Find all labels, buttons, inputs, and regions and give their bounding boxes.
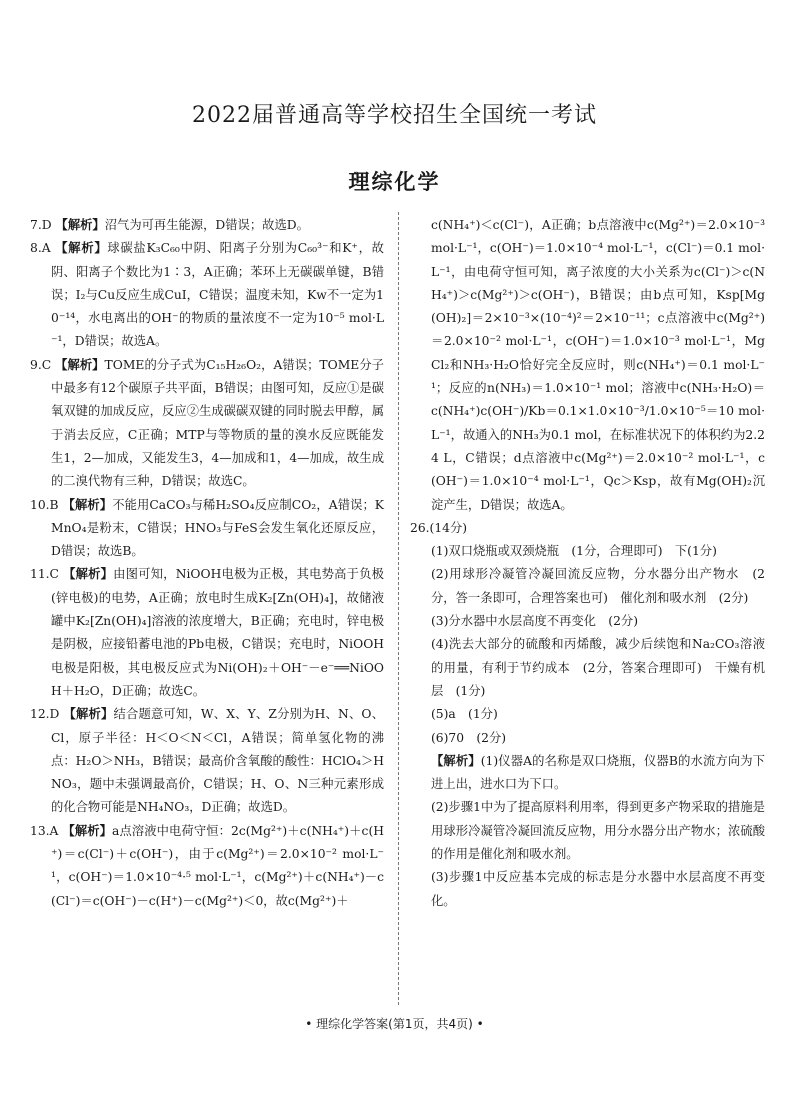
- answer-item: 9.C 【解析】TOME的分子式为C₁₅H₂₆O₂，A错误；TOME分子中最多有12个碳原子共平面，B错误；由图可知，反应①是碳氧双键的加成反应，反应②生成碳碳双键的同时脱去甲醇，属于消去反应，C正确；MTP与等物质的量的溴水反应既能发生1，2—加成，又能发生3，4—加成和1，4—加成，故生成的二溴代物有三种，D错误；故选C。: [30, 357, 384, 489]
- column-divider: [398, 212, 399, 1005]
- q26-answer: (5)a (1分): [431, 707, 498, 722]
- answer-item: 8.A 【解析】球碳盐K₃C₆₀中阴、阳离子分别为C₆₀³⁻和K⁺，故阴、阳离子个数比为1∶3，A正确；苯环上无碳碳单键，B错误；I₂与Cu反应生成CuI，C错误；温度未知，Kw不一定为10⁻¹⁴，水电离出的OH⁻的物质的量浓度不一定为10⁻⁵ mol·L⁻¹，D错误；故选A。: [30, 241, 384, 349]
- q26-answer: (1)双口烧瓶或双颈烧瓶 (1分，合理即可) 下(1分): [431, 544, 717, 559]
- q26-analysis: (2)步骤1中为了提高原料利用率，得到更多产物采取的措施是用球形冷凝管冷凝回流反应物，用分水器分出产物水；浓硫酸的作用是催化剂和吸水剂。: [431, 800, 765, 862]
- answer-item: 11.C 【解析】由图可知，NiOOH电极为正极，其电势高于负极(锌电极)的电势，A正确；放电时生成K₂[Zn(OH)₄]，故储液罐中K₂[Zn(OH)₄]溶液的浓度增大，B正确；充电时，锌电极是阴极，应接铅蓄电池的Pb电极，C错误；充电时，NiOOH电极是阳极，其电极反应式为Ni(OH)₂＋OH⁻－e⁻══NiOOH＋H₂O，D正确；故选C。: [30, 567, 384, 698]
- answer-item: 7.D 【解析】沼气为可再生能源，D错误；故选D。: [30, 218, 309, 232]
- q26-answer: (2)用球形冷凝管冷凝回流反应物，分水器分出产物水 (2分，答一条即可，合理答案也可) 催化剂和吸水剂 (2分): [431, 567, 765, 605]
- right-column: [410, 214, 765, 913]
- question-26-heading: 26.(14分): [410, 520, 468, 535]
- q26-analysis: 【解析】(1)仪器A的名称是双口烧瓶，仪器B的水流方向为下进上出，进水口为下口。: [431, 753, 765, 792]
- q26-answer: (6)70 (2分): [431, 730, 507, 745]
- answer-item: 12.D 【解析】结合题意可知，W、X、Y、Z分别为H、N、O、Cl，原子半径：H＜O＜N＜Cl，A错误；简单氢化物的沸点：H₂O＞NH₃，B错误；最高价含氧酸的酸性：HClO₄＞HNO₃，题中未强调最高价，C错误；H、O、N三种元素形成的化合物可能是NH₄NO₃，D正确；故选D。: [30, 707, 384, 815]
- page-footer: • 理综化学答案(第1页，共4页) •: [305, 1017, 484, 1031]
- q26-analysis: (3)步骤1中反应基本完成的标志是分水器中水层高度不再变化。: [431, 870, 765, 908]
- answer-item: 10.B 【解析】不能用CaCO₃与稀H₂SO₄反应制CO₂，A错误；KMnO₄是粉末，C错误；HNO₃与FeS会发生氧化还原反应，D错误；故选B。: [30, 497, 384, 559]
- left-column: [30, 214, 384, 913]
- answer-continuation: c(NH₄⁺)＜c(Cl⁻)，A正确；b点溶液中c(Mg²⁺)＝2.0×10⁻³ mol·L⁻¹，c(OH⁻)＝1.0×10⁻⁴ mol·L⁻¹，c(Cl⁻)＝0.1 mol·L⁻¹，由电荷守恒可知，离子浓度的大小关系为c(Cl⁻)＞c(NH₄⁺)＞c(Mg²⁺)＞c(OH⁻)，B错误；由b点可知，Ksp[Mg(OH)₂]＝2×10⁻³×(10⁻⁴)²＝2×10⁻¹¹；c点溶液中c(Mg²⁺)＝2.0×10⁻² mol·L⁻¹，c(OH⁻)＝1.0×10⁻³ mol·L⁻¹，MgCl₂和NH₃·H₂O恰好完全反应时，则c(NH₄⁺)＝0.1 mol·L⁻¹；反应的n(NH₃)＝1.0×10⁻¹ mol；溶液中c(NH₃·H₂O)＝c(NH₄⁺)c(OH⁻)/Kb＝0.1×1.0×10⁻³/1.0×10⁻⁵＝10 mol·L⁻¹，故通入的NH₃为0.1 mol，在标准状况下的体积约为2.24 L，C错误；d点溶液中c(Mg²⁺)＝2.0×10⁻² mol·L⁻¹，c(OH⁻)＝1.0×10⁻⁴ mol·L⁻¹，Qc＞Ksp，故有Mg(OH)₂沉淀产生，D错误；故选A。: [431, 218, 765, 512]
- answer-item: 13.A 【解析】a点溶液中电荷守恒：2c(Mg²⁺)＋c(NH₄⁺)＋c(H⁺)＝c(Cl⁻)＋c(OH⁻)，由于c(Mg²⁺)＝2.0×10⁻² mol·L⁻¹，c(OH⁻)＝1.0×10⁻⁴·⁵ mol·L⁻¹，c(Mg²⁺)＋c(NH₄⁺)－c(Cl⁻)＝c(OH⁻)－c(H⁺)－c(Mg²⁺)＜0，故c(Mg²⁺)＋: [30, 823, 384, 908]
- q26-answer: (4)洗去大部分的硫酸和丙烯酸，减少后续饱和Na₂CO₃溶液的用量，有利于节约成本 (2分，答案合理即可) 干燥有机层 (1分): [431, 637, 765, 698]
- page-title: 2022届普通高等学校招生全国统一考试: [192, 103, 597, 128]
- q26-answer: (3)分水器中水层高度不再变化 (2分): [431, 614, 638, 629]
- page-subtitle: 理综化学: [348, 170, 441, 194]
